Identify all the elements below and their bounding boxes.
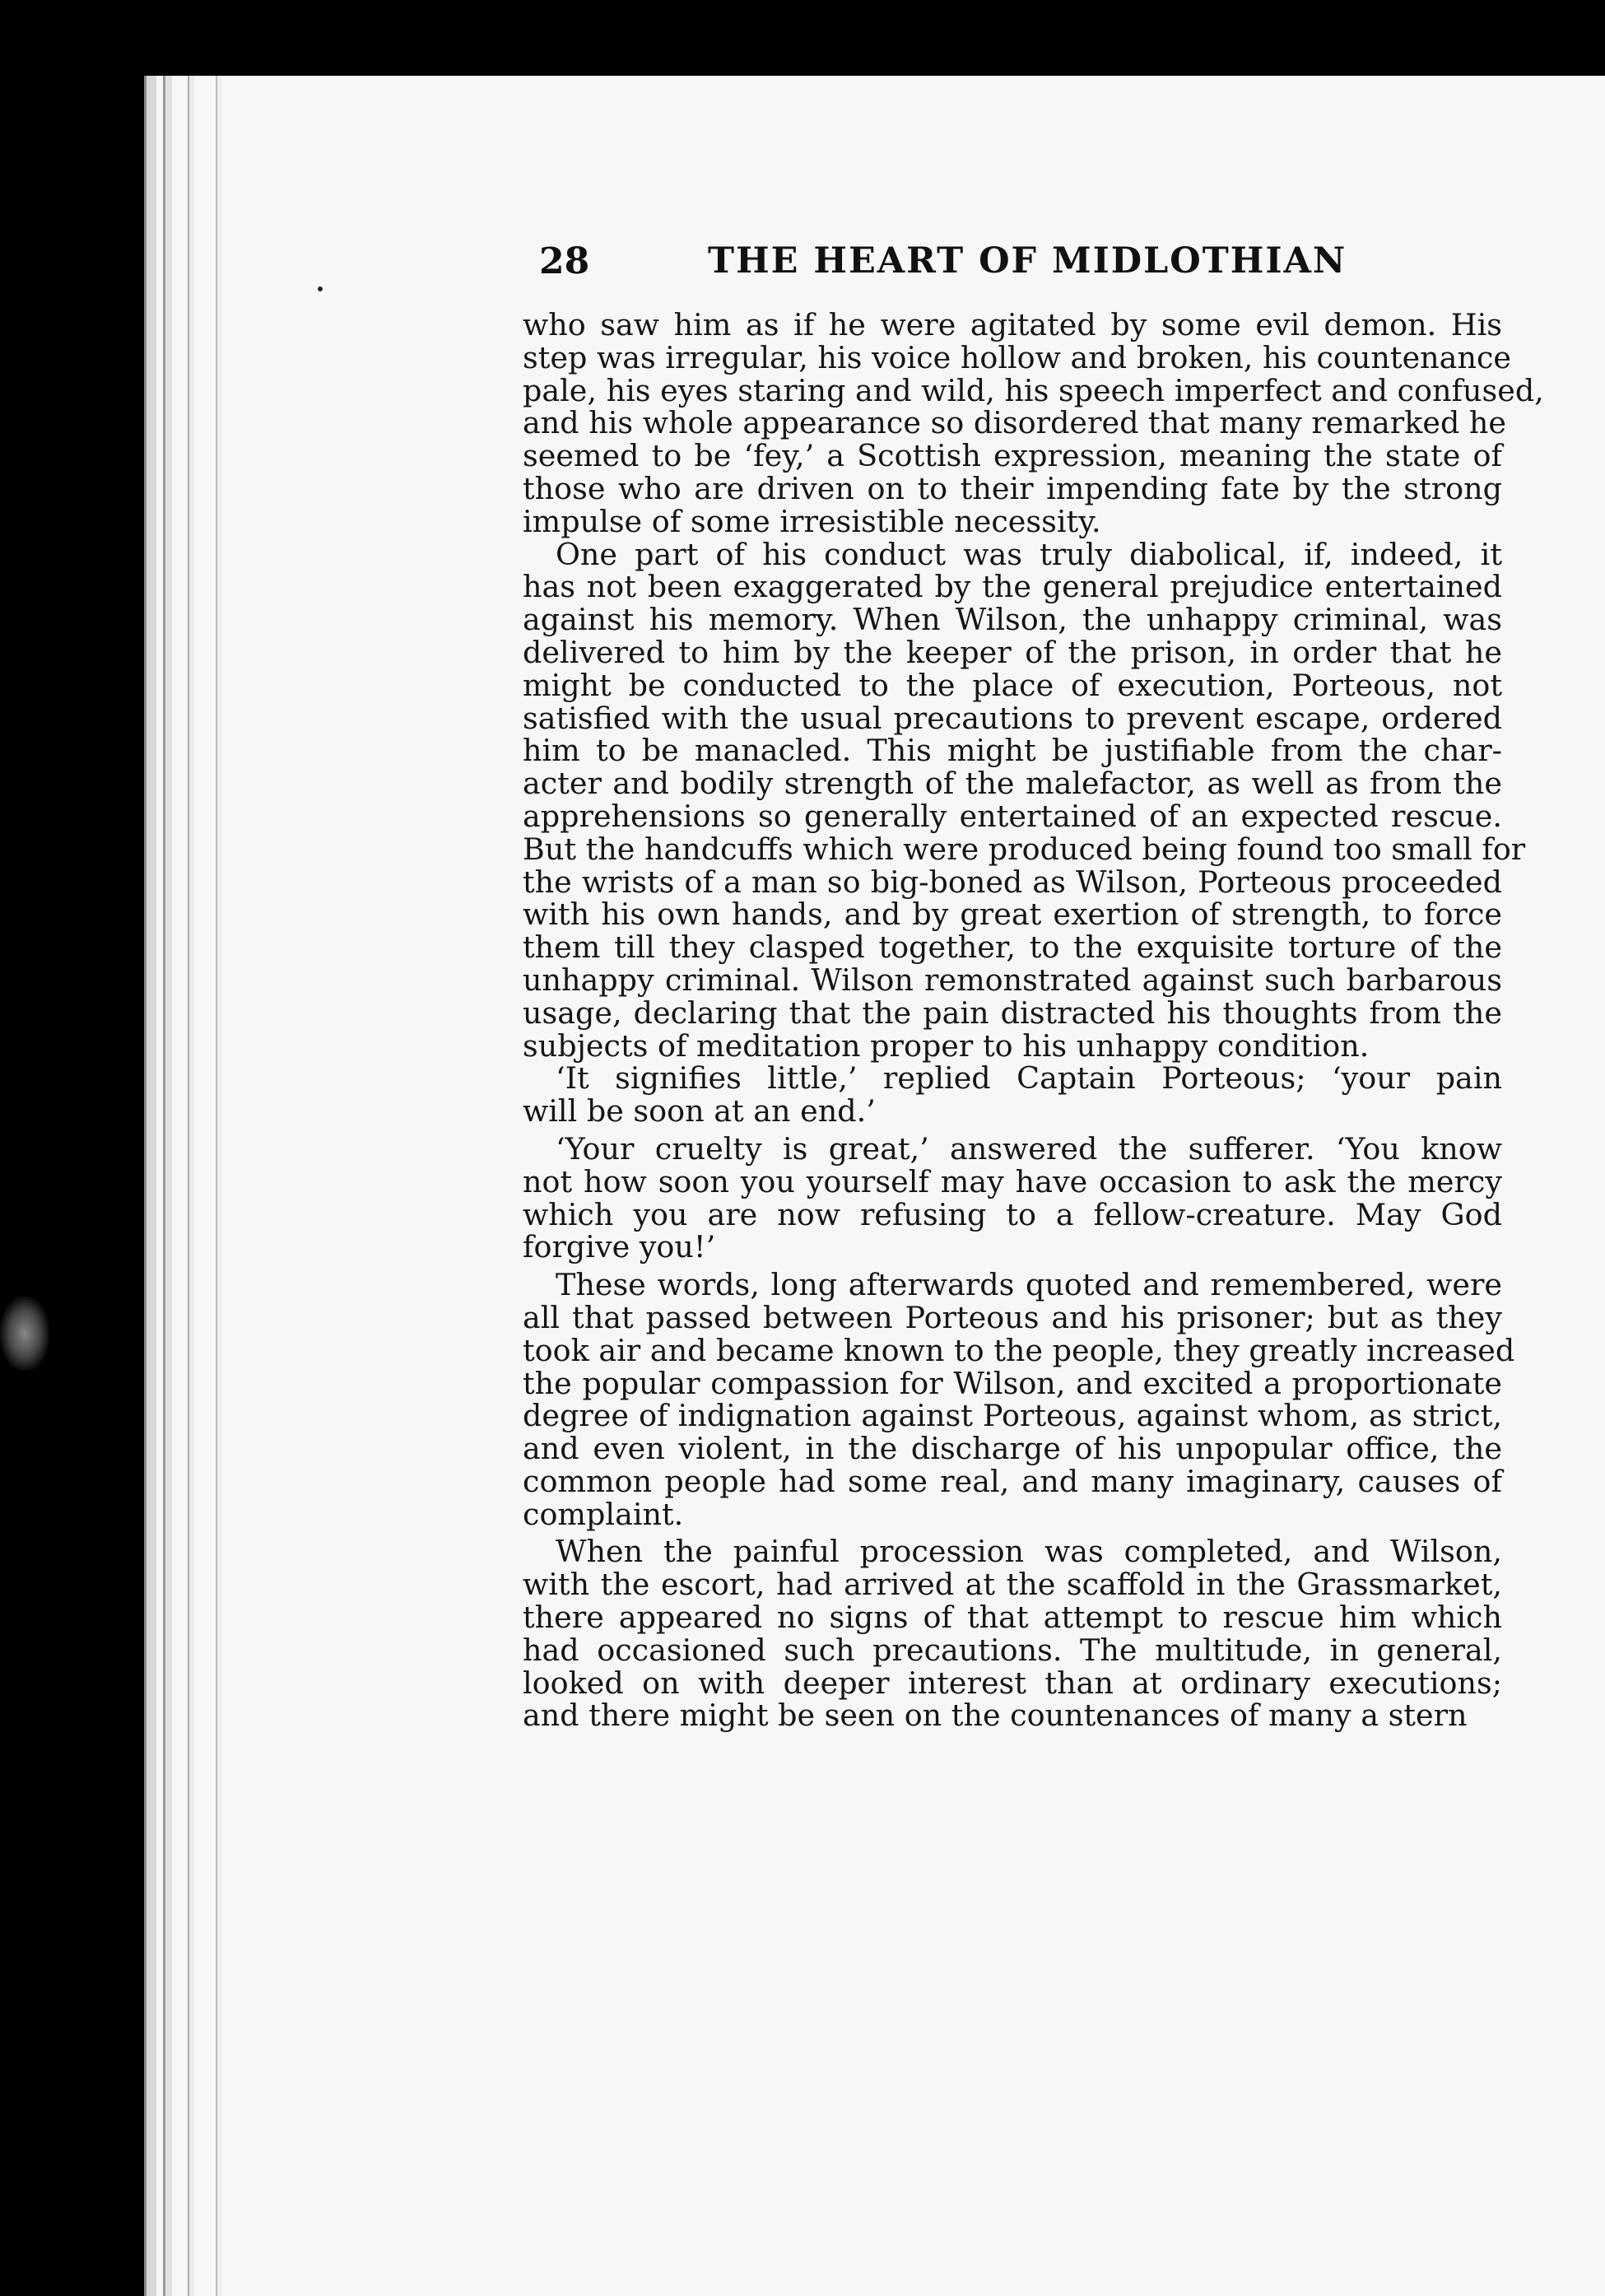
text-line: and there might be seen on the countenances of many a stern xyxy=(523,1698,1468,1734)
paragraph xyxy=(523,536,1526,1064)
text-line: which you are now refusing to a fellow-creature. May God xyxy=(523,1196,1502,1232)
paragraph xyxy=(523,307,1544,539)
text-line: against his memory. When Wilson, the unhappy criminal, was xyxy=(523,602,1502,638)
paragraph xyxy=(523,1062,1502,1128)
running-title: THE HEART OF MIDLOTHIAN xyxy=(708,240,1347,282)
text-line: subjects of meditation proper to his unhappy condition. xyxy=(523,1027,1370,1064)
text-line: apprehensions so generally entertained of an expected rescue. xyxy=(523,798,1502,834)
text-line: ‘Your cruelty is great,’ answered the sufferer. ‘You know xyxy=(556,1130,1502,1167)
page-edge xyxy=(163,76,172,2296)
text-line: not how soon you yourself may have occasion to ask the mercy xyxy=(523,1163,1502,1199)
text-line: and even violent, in the discharge of his unpopular office, the xyxy=(523,1431,1502,1467)
text-line: all that passed between Porteous and his prisoner; but as they xyxy=(523,1299,1502,1335)
text-line: looked on with deeper interest than at ordinary executions; xyxy=(523,1665,1502,1701)
body-text xyxy=(523,307,1544,1734)
text-line: When the painful procession was completed, and Wilson, xyxy=(556,1534,1502,1570)
text-line: forgive you!’ xyxy=(523,1229,716,1265)
text-line: step was irregular, his voice hollow and broken, his countenance xyxy=(523,339,1511,375)
page-header xyxy=(539,240,1375,298)
text-line: the wrists of a man so big-boned as Wilson, Porteous proceeded xyxy=(523,864,1502,900)
page-edge xyxy=(216,76,221,2296)
scan-smudge xyxy=(0,1297,49,1371)
page-edge xyxy=(144,76,156,2296)
text-line: will be soon at an end.’ xyxy=(523,1093,876,1129)
paragraph xyxy=(523,1267,1515,1532)
text-line: But the handcuffs which were produced being found too small for xyxy=(523,831,1526,867)
text-line: them till they clasped together, to the exquisite torture of the xyxy=(523,929,1502,966)
text-line: unhappy criminal. Wilson remonstrated against such barbarous xyxy=(523,962,1502,998)
text-line: impulse of some irresistible necessity. xyxy=(523,503,1101,539)
paragraph xyxy=(523,1130,1502,1265)
text-line: those who are driven on to their impending fate by the strong xyxy=(523,470,1502,506)
text-line: delivered to him by the keeper of the prison, in order that he xyxy=(523,634,1502,670)
paragraph xyxy=(523,1535,1502,1732)
text-line: ‘It signifies little,’ replied Captain Porteous; ‘your pain xyxy=(556,1060,1502,1097)
text-line: pale, his eyes staring and wild, his speech imperfect and confused, xyxy=(523,372,1544,408)
text-line: common people had some real, and many imaginary, causes of xyxy=(523,1463,1502,1499)
page-number: 28 xyxy=(539,240,590,282)
text-line: took air and became known to the people, they greatly increased xyxy=(523,1332,1515,1368)
text-line: seemed to be ‘fey,’ a Scottish expression, meaning the state of xyxy=(523,438,1502,474)
text-line: and his whole appearance so disordered that many remarked he xyxy=(523,405,1507,441)
text-line: complaint. xyxy=(523,1496,684,1532)
text-line: These words, long afterwards quoted and remembered, were xyxy=(556,1267,1502,1303)
ink-speck xyxy=(318,286,323,291)
text-line: the popular compassion for Wilson, and excited a proportionate xyxy=(523,1365,1502,1401)
text-line: had occasioned such precautions. The multitude, in general, xyxy=(523,1632,1502,1668)
text-line: usage, declaring that the pain distracted his thoughts from the xyxy=(523,994,1502,1031)
page-edge xyxy=(188,76,194,2296)
text-line: degree of indignation against Porteous, against whom, as strict, xyxy=(523,1398,1502,1434)
text-line: who saw him as if he were agitated by some evil demon. His xyxy=(523,307,1502,342)
text-line: satisfied with the usual precautions to prevent escape, ordered xyxy=(523,700,1502,736)
text-line: there appeared no signs of that attempt to rescue him which xyxy=(523,1600,1502,1636)
text-line: might be conducted to the place of execution, Porteous, not xyxy=(523,667,1502,703)
text-line: acter and bodily strength of the malefactor, as well as from the xyxy=(523,766,1502,802)
text-line: has not been exaggerated by the general prejudice entertained xyxy=(523,569,1502,605)
text-line: with the escort, had arrived at the scaffold in the Grassmarket, xyxy=(523,1567,1502,1603)
text-line: him to be manacled. This might be justifiable from the char- xyxy=(523,733,1502,769)
text-line: One part of his conduct was truly diabolical, if, indeed, it xyxy=(556,536,1502,572)
text-line: with his own hands, and by great exertion of strength, to force xyxy=(523,897,1502,933)
